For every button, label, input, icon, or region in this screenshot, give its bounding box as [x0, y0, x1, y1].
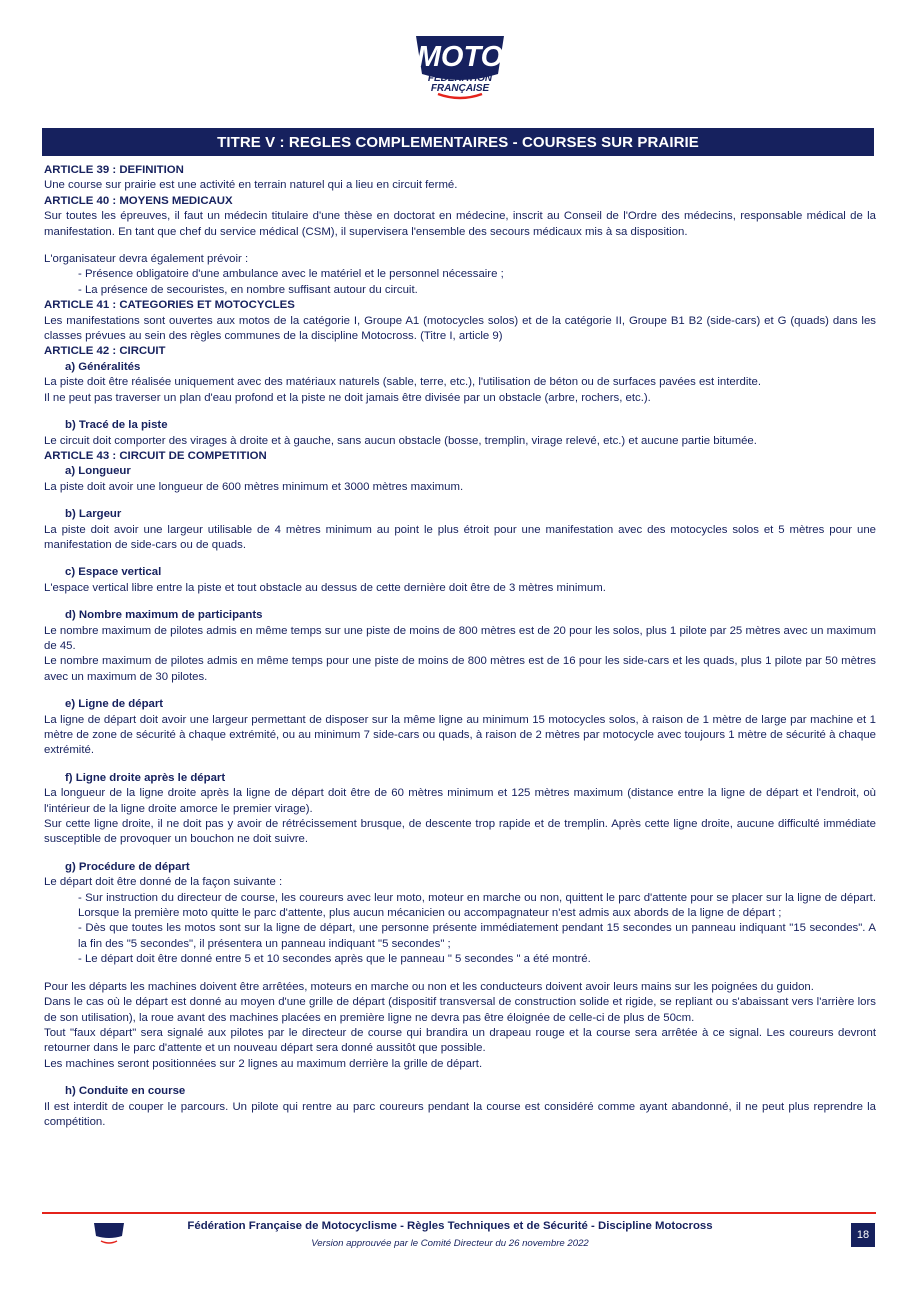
article-40-list-item: - La présence de secouristes, en nombre suffisant autour du circuit. — [78, 283, 418, 296]
article-43-g-text: Pour les départs les machines doivent être arrêtées, moteurs en marche ou non et les conducteurs doivent avoir leurs mains sur les poignées du guidon. — [44, 980, 814, 993]
page-title: TITRE V : REGLES COMPLEMENTAIRES - COURSES SUR PRAIRIE — [217, 133, 699, 151]
article-39-text: Une course sur prairie est une activité en terrain naturel qui a lieu en circuit fermé. — [44, 179, 458, 192]
article-43-h-text: Il est interdit de couper le parcours. Un pilote qui rentre au parc coureurs pendant la course est considéré comme ayant abandonné, il ne peut plus reprendre la compétition. — [44, 1100, 876, 1128]
footer-logo — [92, 1221, 126, 1245]
article-43-d-text: Le nombre maximum de pilotes admis en même temps sur une piste de moins de 800 mètres est de 20 pour les solos, plus 1 pilote par 25 mètres avec un maximum de 45. — [44, 624, 876, 652]
article-41-text: Les manifestations sont ouvertes aux motos de la catégorie I, Groupe A1 (motocycles solos) et de la catégorie II, Groupe B1 B2 (side-cars) et G (quads) dans les classes prévues au sein des règles communes de la discipline Motocross. (Titre I, article 9) — [44, 314, 876, 343]
logo-line2-text: FRANÇAISE — [430, 83, 489, 94]
article-42-a-text: Il ne peut pas traverser un plan d'eau profond et la piste ne doit jamais être divisée par un obstacle (arbre, rochers, etc.). — [44, 391, 651, 404]
article-43-c-text: L'espace vertical libre entre la piste et tout obstacle au dessus de cette dernière doit être de 3 mètres minimum. — [44, 581, 606, 594]
article-43-g-title: g) Procédure de départ — [65, 860, 190, 873]
article-43-h-title: h) Conduite en course — [65, 1085, 186, 1098]
article-40-list-item: - Présence obligatoire d'une ambulance avec le matériel et le personnel nécessaire ; — [78, 268, 504, 281]
article-43-f-title: f) Ligne droite après le départ — [65, 771, 226, 784]
article-40-heading: ARTICLE 40 : MOYENS MEDICAUX — [44, 194, 233, 207]
article-43-g-list-item: - Dès que toutes les motos sont sur la ligne de départ, une personne présente immédiatement pendant 15 secondes un panneau indiquant "15 secondes". A la fin des "5 secondes", il présentera un panneau indiquant "5 secondes" ; — [78, 922, 876, 950]
footer-title: Fédération Française de Motocyclisme - Règles Techniques et de Sécurité - Discipline Motocross — [187, 1220, 713, 1232]
header-logo-wrap — [0, 30, 919, 104]
footer-version: Version approuvée par le Comité Directeur du 26 novembre 2022 — [311, 1238, 589, 1249]
article-42-b-title: b) Tracé de la piste — [65, 419, 168, 432]
article-40-text: Sur toutes les épreuves, il faut un médecin titulaire d'une thèse en doctorat en médecine, inscrit au Conseil de l'Ordre des médecins, responsable médical de la manifestation. En tant que chef du service médical (CSM), il supervisera l'ensemble des secours médicaux mis à sa disposition. — [44, 210, 876, 238]
document-body — [44, 163, 876, 1130]
article-43-e-title: e) Ligne de départ — [65, 698, 164, 711]
title-banner — [42, 128, 874, 156]
article-40-intro: L'organisateur devra également prévoir : — [44, 253, 249, 266]
article-43-g-text: Tout "faux départ" sera signalé aux pilotes par le directeur de course qui brandira un drapeau rouge et la course sera arrêtée à ce signal. Les coureurs devront retourner dans le parc d'attente et un nouveau départ sera donné aussitôt que possible. — [44, 1026, 876, 1055]
article-43-a-text: La piste doit avoir une longueur de 600 mètres minimum et 3000 mètres maximum. — [44, 480, 464, 493]
article-43-c-title: c) Espace vertical — [65, 566, 162, 579]
article-41-heading: ARTICLE 41 : CATEGORIES ET MOTOCYCLES — [44, 299, 295, 312]
footer-divider — [42, 1212, 876, 1214]
article-43-b-title: b) Largeur — [65, 508, 122, 521]
article-43-heading: ARTICLE 43 : CIRCUIT DE COMPETITION — [44, 449, 267, 462]
article-42-a-text: La piste doit être réalisée uniquement avec des matériaux naturels (sable, terre, etc.), l'utilisation de béton ou de surfaces pavées est interdite. — [44, 376, 762, 389]
article-43-g-list-item: - Sur instruction du directeur de course, les coureurs avec leur moto, moteur en marche ou non, quittent le parc d'attente pour se placer sur la ligne de départ. Lorsque la première moto quitte le parc d'attente, plus aucun mécanicien ou accompagnateur n'est admis aux abords de la ligne de départ ; — [78, 891, 876, 920]
article-43-b-text: La piste doit avoir une largeur utilisable de 4 mètres minimum au point le plus étroit pour une manifestation avec des motocycles solos et 5 mètres pour une manifestation de side-cars ou de quads. — [44, 523, 876, 551]
article-43-e-text: La ligne de départ doit avoir une largeur permettant de disposer sur la même ligne au minimum 15 motocycles solos, à raison de 1 mètre de large par machine et 1 mètre de zone de sécurité à chaque extrémité, ou au minimum 7 side-cars ou quads, à raison de 2 mètres par motocycle avec toujours 1 mètre de sécurité à chaque extrémité. — [44, 713, 876, 757]
page-number: 18 — [851, 1223, 875, 1247]
article-43-f-text: La longueur de la ligne droite après la ligne de départ doit être de 60 mètres minimum et 125 mètres maximum (distance entre la ligne de départ et l'endroit, où l'intérieur de la ligne droite amorce le premier virage). — [44, 787, 876, 815]
article-43-f-text: Sur cette ligne droite, il ne doit pas y avoir de rétrécissement brusque, de descente trop rapide et de tremplin. Après cette ligne droite, aucune difficulté immédiate susceptible de provoquer un bouchon ne doit suivre. — [44, 818, 876, 846]
article-43-g-text: Les machines seront positionnées sur 2 lignes au maximum derrière la grille de départ. — [44, 1057, 483, 1070]
article-42-a-title: a) Généralités — [65, 360, 141, 373]
article-43-g-text: Dans le cas où le départ est donné au moyen d'une grille de départ (dispositif transversal de construction solide et rigide, se repliant ou s'abaissant vers l'arrière lors de son utilisation), la roue avant des machines placées en première ligne ne devra pas être éloignée de celle-ci de plus de 50cm. — [44, 996, 876, 1024]
article-42-b-text: Le circuit doit comporter des virages à droite et à gauche, sans aucun obstacle (bosse, tremplin, virage relevé, etc.) et aucune partie bitumée. — [44, 434, 757, 447]
logo-main-text: MOTO — [416, 41, 503, 73]
article-42-heading: ARTICLE 42 : CIRCUIT — [44, 345, 166, 358]
article-39-heading: ARTICLE 39 : DEFINITION — [44, 164, 184, 176]
ffm-logo — [408, 30, 512, 104]
article-43-g-list-item: - Le départ doit être donné entre 5 et 10 secondes après que le panneau " 5 secondes " a été montré. — [78, 953, 591, 966]
article-43-d-title: d) Nombre maximum de participants — [65, 609, 263, 622]
logo-line1-text: FÉDÉRATION — [427, 73, 492, 84]
article-43-d-text: Le nombre maximum de pilotes admis en même temps pour une piste de moins de 800 mètres est de 16 pour les side-cars et les quads, plus 1 pilote par 50 mètres avec un maximum de 30 pilotes. — [44, 655, 876, 683]
article-43-a-title: a) Longueur — [65, 465, 131, 478]
article-43-g-intro: Le départ doit être donné de la façon suivante : — [44, 876, 283, 889]
